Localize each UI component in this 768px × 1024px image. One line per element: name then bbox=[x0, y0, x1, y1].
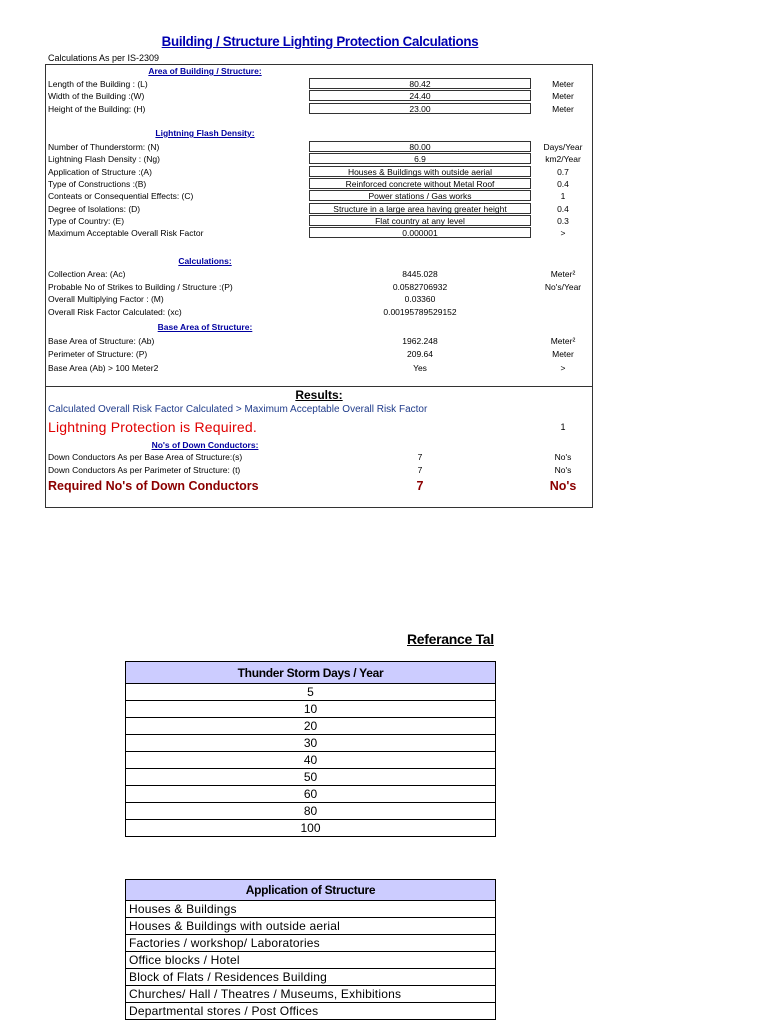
flash-value: 80.00 bbox=[309, 141, 531, 152]
area-value: 23.00 bbox=[309, 103, 531, 114]
flash-unit: Days/Year bbox=[543, 142, 583, 152]
flash-label: Type of Country: (E) bbox=[48, 215, 125, 226]
table-row bbox=[126, 901, 496, 918]
area-row bbox=[48, 79, 593, 91]
protection-verdict: Lightning Protection is Required. bbox=[48, 419, 257, 435]
area-label: Width of the Building :(W) bbox=[48, 91, 145, 102]
table-row bbox=[126, 752, 496, 769]
flash-row bbox=[48, 167, 593, 179]
flash-value: Reinforced concrete without Metal Roof bbox=[309, 178, 531, 189]
area-unit: Meter bbox=[552, 79, 574, 89]
flash-value: 6.9 bbox=[309, 153, 531, 164]
table-row bbox=[126, 918, 496, 935]
flash-row bbox=[48, 191, 593, 203]
calc-value: 8445.028 bbox=[402, 269, 438, 279]
calc-value: 0.0582706932 bbox=[392, 281, 448, 292]
table-row bbox=[126, 1003, 496, 1020]
calc-row bbox=[48, 269, 593, 281]
flash-label: Degree of Isolations: (D) bbox=[48, 203, 141, 214]
table-row bbox=[126, 701, 496, 718]
calc-value: 0.00195789529152 bbox=[383, 306, 457, 317]
down-conductors-heading: No's of Down Conductors: bbox=[151, 440, 259, 450]
base-value: 209.64 bbox=[407, 349, 433, 360]
area-row bbox=[48, 91, 593, 103]
down-unit: No's bbox=[554, 464, 572, 475]
flash-value: 0.000001 bbox=[309, 227, 531, 238]
table-cell: 80 bbox=[126, 803, 496, 820]
results-divider bbox=[46, 386, 592, 387]
calc-unit: No's/Year bbox=[544, 281, 582, 292]
area-value: 80.42 bbox=[309, 78, 531, 89]
table-cell: 5 bbox=[126, 684, 496, 701]
flash-unit: 0.3 bbox=[557, 215, 569, 226]
flash-value: Flat country at any level bbox=[309, 215, 531, 226]
flash-label: Application of Structure :(A) bbox=[48, 166, 152, 177]
calc-row bbox=[48, 294, 593, 306]
calc-standard: Calculations As per IS-2309 bbox=[48, 53, 160, 63]
table-row bbox=[126, 952, 496, 969]
base-row bbox=[48, 336, 593, 348]
table-cell: Office blocks / Hotel bbox=[126, 952, 496, 969]
table-row bbox=[126, 786, 496, 803]
table-row bbox=[126, 718, 496, 735]
application-table bbox=[125, 879, 496, 1020]
flash-unit: > bbox=[560, 228, 566, 239]
flash-label: Number of Thunderstorm: (N) bbox=[48, 142, 160, 152]
calc-label: Overall Multiplying Factor : (M) bbox=[48, 294, 164, 305]
table-row bbox=[126, 969, 496, 986]
area-unit: Meter bbox=[552, 103, 574, 114]
table-cell: Departmental stores / Post Offices bbox=[126, 1003, 496, 1020]
table-row bbox=[126, 986, 496, 1003]
table-cell: Houses & Buildings with outside aerial bbox=[126, 918, 496, 935]
risk-comparison: Calculated Overall Risk Factor Calculated > Maximum Acceptable Overall Risk Factor bbox=[48, 404, 428, 415]
required-unit: No's bbox=[549, 479, 577, 493]
table-cell: 50 bbox=[126, 769, 496, 786]
table-cell: 40 bbox=[126, 752, 496, 769]
area-label: Height of the Building: (H) bbox=[48, 103, 146, 114]
flash-value: Power stations / Gas works bbox=[309, 190, 531, 201]
table-cell: Houses & Buildings bbox=[126, 901, 496, 918]
base-value: 1962.248 bbox=[402, 336, 438, 346]
down-unit: No's bbox=[554, 452, 572, 462]
verdict-flag: 1 bbox=[560, 422, 566, 432]
down-value: 7 bbox=[417, 464, 423, 475]
page-title: Building / Structure Lighting Protection Calculations bbox=[161, 33, 479, 49]
calc-value: 0.03360 bbox=[404, 294, 436, 305]
table-row bbox=[126, 769, 496, 786]
reference-title: Referance Tal bbox=[407, 631, 494, 647]
flash-label: Maximum Acceptable Overall Risk Factor bbox=[48, 228, 204, 239]
base-row bbox=[48, 349, 593, 361]
flash-row bbox=[48, 228, 593, 240]
table-cell: Factories / workshop/ Laboratories bbox=[126, 935, 496, 952]
area-row bbox=[48, 104, 593, 116]
calc-row bbox=[48, 282, 593, 294]
flash-row bbox=[48, 216, 593, 228]
base-unit: > bbox=[560, 362, 566, 373]
section-area-heading: Area of Building / Structure: bbox=[148, 66, 262, 76]
table-row bbox=[126, 735, 496, 752]
table-cell: 20 bbox=[126, 718, 496, 735]
down-label: Down Conductors As per Base Area of Structure:(s) bbox=[48, 452, 243, 462]
base-row bbox=[48, 363, 593, 375]
area-unit: Meter bbox=[552, 91, 574, 102]
area-value: 24.40 bbox=[309, 90, 531, 101]
table-row bbox=[126, 820, 496, 837]
flash-row bbox=[48, 179, 593, 191]
section-base-heading: Base Area of Structure: bbox=[157, 322, 253, 332]
calc-row bbox=[48, 307, 593, 319]
flash-label: Type of Constructions :(B) bbox=[48, 178, 147, 189]
flash-row bbox=[48, 154, 593, 166]
table-row bbox=[126, 803, 496, 820]
base-label: Base Area of Structure: (Ab) bbox=[48, 336, 155, 346]
required-down-conductors bbox=[48, 479, 593, 495]
down-value: 7 bbox=[417, 452, 423, 462]
calc-label: Collection Area: (Ac) bbox=[48, 269, 126, 279]
base-unit: Meter² bbox=[550, 336, 576, 346]
flash-value: Structure in a large area having greater height bbox=[309, 203, 531, 214]
down-label: Down Conductors As per Parimeter of Structure: (t) bbox=[48, 464, 241, 475]
calc-label: Overall Risk Factor Calculated: (xc) bbox=[48, 306, 182, 317]
results-heading: Results: bbox=[295, 388, 343, 402]
flash-value: Houses & Buildings with outside aerial bbox=[309, 166, 531, 177]
base-unit: Meter bbox=[552, 349, 574, 360]
flash-label: Conteats or Consequential Effects: (C) bbox=[48, 191, 194, 202]
table-cell: Churches/ Hall / Theatres / Museums, Exhibitions bbox=[126, 986, 496, 1003]
table-cell: 100 bbox=[126, 820, 496, 837]
calc-unit: Meter² bbox=[550, 269, 576, 279]
thunder-table-header: Thunder Storm Days / Year bbox=[126, 662, 496, 684]
base-value: Yes bbox=[413, 362, 427, 373]
table-cell: Block of Flats / Residences Building bbox=[126, 969, 496, 986]
table-row bbox=[126, 935, 496, 952]
thunder-storm-table bbox=[125, 661, 496, 837]
flash-unit: 0.4 bbox=[557, 178, 569, 189]
required-value: 7 bbox=[416, 479, 424, 493]
application-table-header: Application of Structure bbox=[126, 880, 496, 901]
area-label: Length of the Building : (L) bbox=[48, 79, 148, 89]
base-label: Perimeter of Structure: (P) bbox=[48, 349, 148, 360]
table-cell: 10 bbox=[126, 701, 496, 718]
table-row bbox=[126, 684, 496, 701]
base-label: Base Area (Ab) > 100 Meter2 bbox=[48, 362, 159, 373]
section-flash-heading: Lightning Flash Density: bbox=[155, 128, 255, 138]
table-cell: 60 bbox=[126, 786, 496, 803]
flash-unit: 1 bbox=[560, 191, 566, 202]
flash-unit: 0.7 bbox=[557, 166, 569, 177]
down-row bbox=[48, 465, 593, 477]
flash-unit: km2/Year bbox=[545, 154, 581, 165]
calc-label: Probable No of Strikes to Building / Structure :(P) bbox=[48, 281, 233, 292]
flash-label: Lightning Flash Density : (Ng) bbox=[48, 154, 160, 165]
down-row bbox=[48, 452, 593, 464]
flash-row bbox=[48, 204, 593, 216]
table-cell: 30 bbox=[126, 735, 496, 752]
required-label: Required No's of Down Conductors bbox=[48, 479, 259, 493]
section-calculations-heading: Calculations: bbox=[178, 256, 232, 266]
flash-row bbox=[48, 142, 593, 154]
flash-unit: 0.4 bbox=[557, 203, 569, 214]
